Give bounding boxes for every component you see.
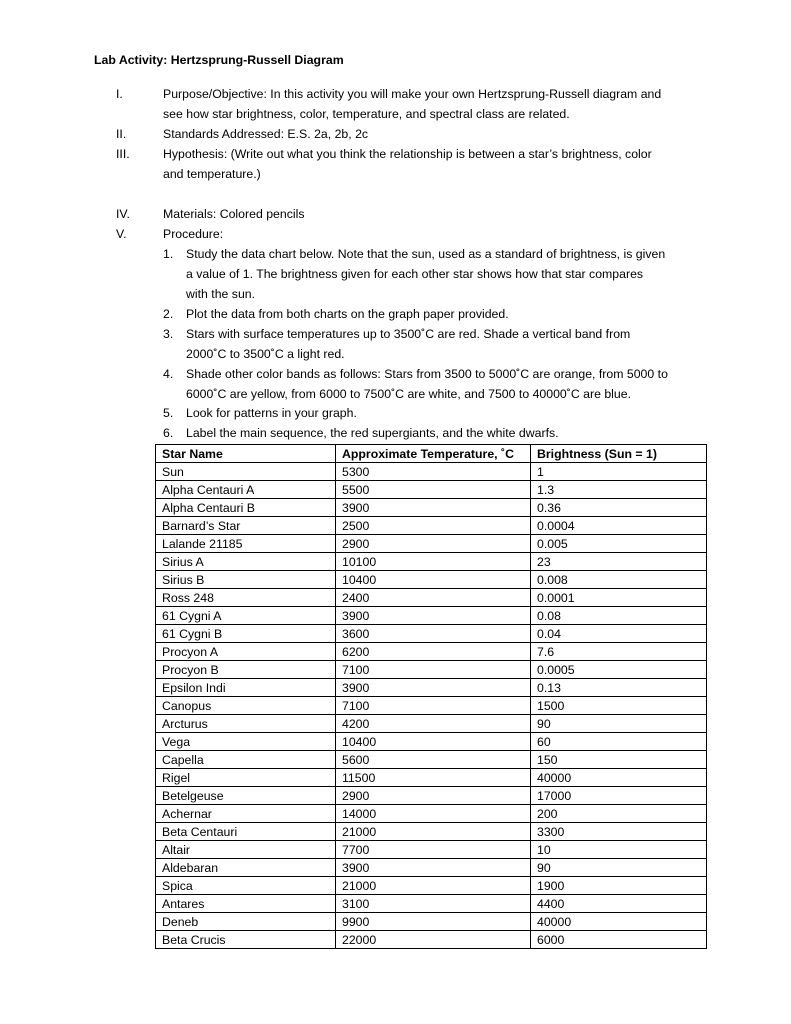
cell-star-name: Beta Crucis <box>156 931 336 949</box>
cell-star-name: Arcturus <box>156 715 336 733</box>
cell-star-name: Capella <box>156 751 336 769</box>
cell-temperature: 5500 <box>336 481 531 499</box>
cell-brightness: 40000 <box>531 913 707 931</box>
step-text: Shade other color bands as follows: Stars from 3500 to 5000˚C are orange, from 5000 to <box>186 367 668 381</box>
cell-brightness: 0.005 <box>531 535 707 553</box>
page-title: Lab Activity: Hertzsprung-Russell Diagram <box>94 53 344 67</box>
cell-star-name: Deneb <box>156 913 336 931</box>
table-row <box>156 913 707 931</box>
table-row <box>156 895 707 913</box>
cell-brightness: 17000 <box>531 787 707 805</box>
table-row <box>156 751 707 769</box>
outline-text: Purpose/Objective: In this activity you will make your own Hertzsprung-Russell diagram and <box>163 87 662 101</box>
cell-star-name: Antares <box>156 895 336 913</box>
cell-brightness: 0.08 <box>531 607 707 625</box>
cell-temperature: 9900 <box>336 913 531 931</box>
cell-brightness: 60 <box>531 733 707 751</box>
step-number: 1. <box>163 247 174 261</box>
cell-brightness: 4400 <box>531 895 707 913</box>
table-row <box>156 661 707 679</box>
cell-star-name: Spica <box>156 877 336 895</box>
table-row <box>156 697 707 715</box>
outline-text: Standards Addressed: E.S. 2a, 2b, 2c <box>163 127 369 141</box>
cell-brightness: 0.0005 <box>531 661 707 679</box>
cell-star-name: Achernar <box>156 805 336 823</box>
cell-temperature: 21000 <box>336 823 531 841</box>
cell-temperature: 10400 <box>336 733 531 751</box>
table-row <box>156 517 707 535</box>
cell-temperature: 7100 <box>336 661 531 679</box>
cell-brightness: 40000 <box>531 769 707 787</box>
cell-brightness: 0.008 <box>531 571 707 589</box>
table-row <box>156 715 707 733</box>
cell-temperature: 2500 <box>336 517 531 535</box>
cell-brightness: 1900 <box>531 877 707 895</box>
cell-brightness: 90 <box>531 859 707 877</box>
cell-brightness: 0.04 <box>531 625 707 643</box>
table-row <box>156 643 707 661</box>
table-row <box>156 607 707 625</box>
cell-temperature: 5600 <box>336 751 531 769</box>
cell-temperature: 3900 <box>336 859 531 877</box>
cell-brightness: 1 <box>531 463 707 481</box>
table-row <box>156 463 707 481</box>
table-body <box>156 463 707 949</box>
table-row <box>156 553 707 571</box>
table-row <box>156 931 707 949</box>
cell-star-name: Canopus <box>156 697 336 715</box>
cell-temperature: 7700 <box>336 841 531 859</box>
table-row <box>156 769 707 787</box>
cell-temperature: 22000 <box>336 931 531 949</box>
cell-temperature: 6200 <box>336 643 531 661</box>
cell-star-name: Procyon B <box>156 661 336 679</box>
table-row <box>156 823 707 841</box>
table-row <box>156 481 707 499</box>
outline-number: II. <box>116 127 127 141</box>
cell-star-name: Alpha Centauri B <box>156 499 336 517</box>
cell-temperature: 3900 <box>336 499 531 517</box>
cell-brightness: 23 <box>531 553 707 571</box>
table-row <box>156 571 707 589</box>
step-number: 4. <box>163 367 174 381</box>
cell-brightness: 150 <box>531 751 707 769</box>
step-number: 2. <box>163 307 174 321</box>
step-text: Stars with surface temperatures up to 3500˚C are red. Shade a vertical band from <box>186 327 631 341</box>
outline-text: Materials: Colored pencils <box>163 207 305 221</box>
cell-temperature: 7100 <box>336 697 531 715</box>
cell-temperature: 10400 <box>336 571 531 589</box>
cell-star-name: Rigel <box>156 769 336 787</box>
outline-number: III. <box>116 147 130 161</box>
table-row <box>156 841 707 859</box>
step-text: Plot the data from both charts on the graph paper provided. <box>186 307 509 321</box>
cell-star-name: Procyon A <box>156 643 336 661</box>
cell-star-name: Altair <box>156 841 336 859</box>
step-text: a value of 1. The brightness given for each other star shows how that star compares <box>186 267 644 281</box>
cell-brightness: 3300 <box>531 823 707 841</box>
table-row <box>156 787 707 805</box>
cell-brightness: 7.6 <box>531 643 707 661</box>
step-text: 6000˚C are yellow, from 6000 to 7500˚C are white, and 7500 to 40000˚C are blue. <box>186 387 632 401</box>
table-row <box>156 589 707 607</box>
cell-temperature: 3100 <box>336 895 531 913</box>
cell-star-name: Barnard’s Star <box>156 517 336 535</box>
step-text: 2000˚C to 3500˚C a light red. <box>186 347 345 361</box>
cell-temperature: 2900 <box>336 535 531 553</box>
cell-brightness: 200 <box>531 805 707 823</box>
outline-number: I. <box>116 87 123 101</box>
table-row <box>156 805 707 823</box>
cell-star-name: Sirius B <box>156 571 336 589</box>
cell-temperature: 5300 <box>336 463 531 481</box>
cell-temperature: 3900 <box>336 679 531 697</box>
table-row <box>156 625 707 643</box>
outline-text: Hypothesis: (Write out what you think the relationship is between a star’s brightness, color <box>163 147 652 161</box>
cell-brightness: 1.3 <box>531 481 707 499</box>
cell-brightness: 0.13 <box>531 679 707 697</box>
table-row <box>156 877 707 895</box>
step-number: 6. <box>163 426 174 440</box>
table-row <box>156 499 707 517</box>
cell-star-name: Sun <box>156 463 336 481</box>
table-row <box>156 733 707 751</box>
table-header-row <box>156 445 707 463</box>
cell-star-name: Aldebaran <box>156 859 336 877</box>
header-temperature: Approximate Temperature, ˚C <box>336 445 531 463</box>
cell-brightness: 0.0004 <box>531 517 707 535</box>
cell-temperature: 4200 <box>336 715 531 733</box>
cell-brightness: 0.36 <box>531 499 707 517</box>
cell-temperature: 3600 <box>336 625 531 643</box>
table-row <box>156 679 707 697</box>
step-number: 5. <box>163 406 174 420</box>
cell-star-name: Sirius A <box>156 553 336 571</box>
step-text: Look for patterns in your graph. <box>186 406 357 420</box>
cell-brightness: 1500 <box>531 697 707 715</box>
outline-text: see how star brightness, color, temperature, and spectral class are related. <box>163 107 570 121</box>
cell-star-name: Lalande 21185 <box>156 535 336 553</box>
cell-star-name: 61 Cygni B <box>156 625 336 643</box>
outline-number: IV. <box>116 207 130 221</box>
header-star-name: Star Name <box>156 445 336 463</box>
step-text: Study the data chart below. Note that the sun, used as a standard of brightness, is given <box>186 247 666 261</box>
cell-temperature: 11500 <box>336 769 531 787</box>
cell-temperature: 10100 <box>336 553 531 571</box>
cell-temperature: 14000 <box>336 805 531 823</box>
step-text: with the sun. <box>186 287 256 301</box>
cell-star-name: Ross 248 <box>156 589 336 607</box>
cell-star-name: Beta Centauri <box>156 823 336 841</box>
step-number: 3. <box>163 327 174 341</box>
cell-brightness: 10 <box>531 841 707 859</box>
step-text: Label the main sequence, the red supergiants, and the white dwarfs. <box>186 426 559 440</box>
star-data-table <box>155 444 707 949</box>
cell-brightness: 0.0001 <box>531 589 707 607</box>
table-row <box>156 535 707 553</box>
cell-star-name: Betelgeuse <box>156 787 336 805</box>
cell-temperature: 2400 <box>336 589 531 607</box>
cell-temperature: 3900 <box>336 607 531 625</box>
cell-brightness: 6000 <box>531 931 707 949</box>
outline-text: and temperature.) <box>163 167 261 181</box>
cell-star-name: Alpha Centauri A <box>156 481 336 499</box>
outline-number: V. <box>116 227 127 241</box>
cell-star-name: Epsilon Indi <box>156 679 336 697</box>
cell-brightness: 90 <box>531 715 707 733</box>
table-row <box>156 859 707 877</box>
cell-star-name: 61 Cygni A <box>156 607 336 625</box>
header-brightness: Brightness (Sun = 1) <box>531 445 707 463</box>
cell-temperature: 2900 <box>336 787 531 805</box>
cell-temperature: 21000 <box>336 877 531 895</box>
outline-text: Procedure: <box>163 227 224 241</box>
cell-star-name: Vega <box>156 733 336 751</box>
